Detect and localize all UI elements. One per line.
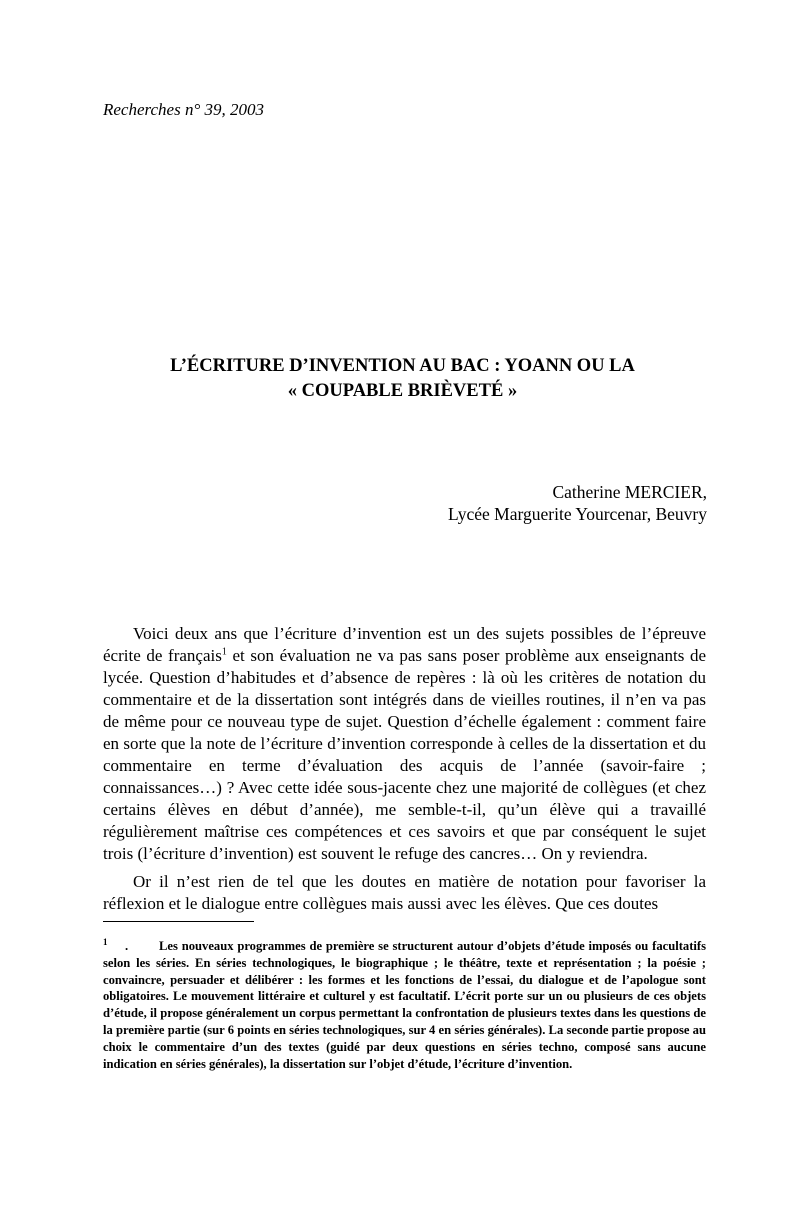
paragraph-2-text: Or il n’est rien de tel que les doutes en matière de notation pour favoriser la réflexion et le dialogue entre collègues mais aussi avec les élèves. Que ces doutes xyxy=(103,872,706,913)
footnote-text: Les nouveaux programmes de première se structurent autour d’objets d’étude imposés ou facultatifs selon les séries. En séries technologiques, le biographique ; le théâtre, texte et représentation ; la poésie ; convaincre, persuader et délibérer : les formes et les fonctions de l’essai, du dialogue et de l’apologue sont obligatoires. Le mouvement littéraire et culturel y est facultatif. L’écrit porte sur un ou plusieurs de ces objets d’étude, il propose généralement un corpus permettant la confrontation de plusieurs textes dans les questions de la première partie (sur 6 points en séries technologiques, sur 4 en séries générales). La seconde partie propose au choix le commentaire d’un des textes (guidé par deux questions en séries techno, composé sans aucune indication en séries générales), la dissertation sur l’objet d’étude, l’écriture d’invention. xyxy=(103,939,706,1071)
footnote-separator xyxy=(103,921,254,922)
author-name: Catherine MERCIER, xyxy=(552,482,707,502)
paragraph-1-text-b: et son évaluation ne va pas sans poser problème aux enseignants de lycée. Question d’habitudes et d’absence de repères : là où les critères de notation du commentaire et de la dissertation sont intégrés dans de vieilles routines, il n’en va pas de même pour ce nouveau type de sujet. Question d’échelle également : comment faire en sorte que la note de l’écriture d’invention corresponde à celles de la dissertation et du commentaire en terme d’évaluation des acquis de l’année (savoir-faire ; connaissances…) ? Avec cette idée sous-jacente chez une majorité de collègues (et chez certains élèves en début d’année), me semble-t-il, qu’un élève qui a travaillé régulièrement maîtrise ces compétences et ces savoirs et que par conséquent le sujet trois (l’écriture d’invention) est souvent le refuge des cancres… On y reviendra. xyxy=(103,646,706,863)
body-paragraph-2 xyxy=(103,871,706,915)
article-title-line-2: « COUPABLE BRIÈVETÉ » xyxy=(287,381,518,401)
author-affiliation: Lycée Marguerite Yourcenar, Beuvry xyxy=(448,504,707,524)
footnote-marker: . xyxy=(125,939,129,953)
journal-reference: Recherches n° 39, 2003 xyxy=(103,100,265,119)
paragraph-1-text-a: Voici deux ans que l’écriture d’invention est un des sujets possibles de l’épreuve écrite de français xyxy=(103,624,706,665)
article-title-line-1: L’ÉCRITURE D’INVENTION AU BAC : YOANN OU LA xyxy=(170,356,635,376)
body-paragraph-1 xyxy=(103,623,706,865)
footnote: 1 . Les nouveaux programmes de première se structurent autour d’objets d’étude imposés ou facultatifs selon les séries. En séries technologiques, le biographique ; le théâtre, texte et représentation ; la poésie ; convaincre, persuader et délibérer : les formes et les fonctions de l’essai, du dialogue et de l’apologue sont obligatoires. Le mouvement littéraire et culturel y est facultatif. L’écrit porte sur un ou plusieurs de ces objets d’étude, il propose généralement un corpus permettant la confrontation de plusieurs textes dans les questions de la première partie (sur 6 points en séries technologiques, sur 4 en séries générales). La seconde partie propose au choix le commentaire d’un des textes (guidé par deux questions en séries techno, composé sans aucune indication en séries générales), la dissertation sur l’objet d’étude, l’écriture d’invention. xyxy=(103,936,706,1071)
footnote-reference: 1 xyxy=(221,646,227,658)
